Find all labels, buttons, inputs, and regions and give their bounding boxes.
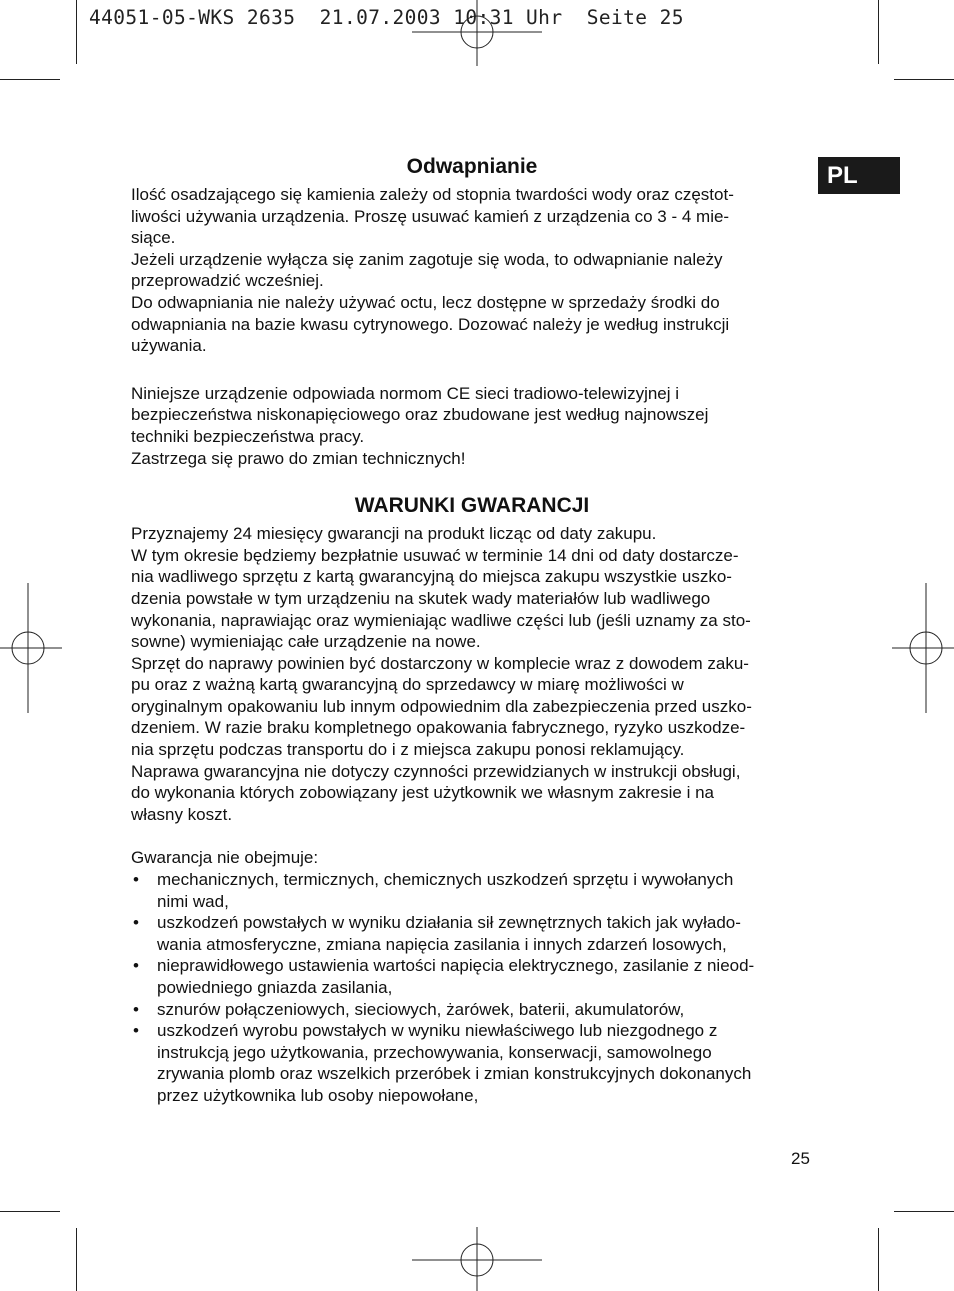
crop-mark	[76, 0, 77, 64]
list-item	[131, 955, 813, 998]
print-slug-line: 44051-05-WKS 2635 21.07.2003 10:31 Uhr Seite 25	[89, 6, 684, 29]
list-item-text: uszkodzeń powstałych w wyniku działania sił zewnętrznych takich jak wyłado- wania atmosferyczne, zmiana napięcia zasilania i innych zdarzeń losowych,	[157, 913, 741, 954]
registration-mark-icon	[412, 0, 542, 66]
bullet-icon: •	[133, 1021, 139, 1041]
list-item-text: uszkodzeń wyrobu powstałych w wyniku niewłaściwego lub niezgodnego z instrukcją jego użytkowania, przechowywania, konserwacji, samowolnego zrywania plomb oraz wszelkich przeróbek i zmian konstrukcyjnych dokonanych przez użytkownika lub osoby niepowołane,	[157, 1021, 752, 1105]
crop-mark	[0, 1211, 60, 1212]
list-item	[131, 999, 813, 1021]
crop-mark	[894, 79, 954, 80]
list-item-text: sznurów połączeniowych, sieciowych, żarówek, baterii, akumulatorów,	[157, 999, 685, 1019]
technical-changes-note: Zastrzega się prawo do zmian technicznych!	[131, 448, 466, 468]
paragraph: Sprzęt do naprawy powinien być dostarczony w komplecie wraz z dowodem zaku- pu oraz z ważną kartą gwarancyjną do sprzedawcy w miarę możliwości w oryginalnym opakowaniu lub innym odpowiednim dla zabezpieczenia przed uszko- dzeniem. W razie braku kompletnego opakowania fabrycznego, ryzyko uszkodze- nia sprzętu podczas transportu do i z miejsca zakupu ponosi reklamujący.	[131, 653, 752, 760]
paragraph: Do odwapniania nie należy używać octu, lecz dostępne w sprzedaży środki do odwapniania na bazie kwasu cytrynowego. Dozować należy je według instrukcji używania.	[131, 292, 730, 356]
exclusions-list	[131, 869, 813, 1107]
registration-mark-icon	[0, 583, 62, 713]
section-heading-descaling: Odwapnianie	[406, 155, 538, 178]
bullet-icon: •	[133, 956, 139, 976]
ce-compliance-paragraph: Niniejsze urządzenie odpowiada normom CE sieci tradiowo-telewizyjnej i bezpieczeństwa niskonapięciowego oraz zbudowane jest według najnowszej techniki bezpieczeństwa pracy.	[131, 383, 709, 446]
bullet-icon: •	[133, 913, 139, 933]
paragraph: Ilość osadzającego się kamienia zależy od stopnia twardości wody oraz częstot- liwości używania urządzenia. Proszę usuwać kamień z urządzenia co 3 - 4 mie- siące.	[131, 185, 734, 248]
list-item-text: nieprawidłowego ustawienia wartości napięcia elektrycznego, zasilanie z nieod- powiedniego gniazda zasilania,	[157, 956, 755, 997]
language-tab: PL	[818, 157, 900, 194]
paragraph: Jeżeli urządzenie wyłącza się zanim zagotuje się woda, to odwapnianie należy przeprowadzić wcześniej.	[131, 249, 723, 291]
page-content	[131, 150, 813, 1107]
exclusions-intro: Gwarancja nie obejmuje:	[131, 848, 319, 868]
bullet-icon: •	[133, 999, 139, 1019]
paragraph: Przyznajemy 24 miesięcy gwarancji na produkt licząc od daty zakupu.	[131, 524, 657, 544]
crop-mark	[0, 79, 60, 80]
registration-mark-icon	[412, 1227, 542, 1291]
paragraph: Naprawa gwarancyjna nie dotyczy czynności przewidzianych w instrukcji obsługi, do wykonania których zobowiązany jest użytkownik we własnym zakresie i na własny koszt.	[131, 761, 741, 824]
page-number: 25	[791, 1149, 810, 1168]
crop-mark	[878, 0, 879, 64]
list-item-text: mechanicznych, termicznych, chemicznych uszkodzeń sprzętu i wywołanych nimi wad,	[157, 870, 734, 911]
section-heading-warranty: WARUNKI GWARANCJI	[354, 494, 590, 518]
list-item	[131, 912, 813, 955]
paragraph: W tym okresie będziemy bezpłatnie usuwać w terminie 14 dni od daty dostarcze- nia wadliwego sprzętu z kartą gwarancyjną do miejsca zakupu wszystkie uszko- dzenia powstałe w tym urządzeniu na skutek wady materiałów lub wadliwego wykonania, naprawiając oraz wymieniając wadliwe części lub (jeśli uznamy za sto- sowne) wymieniając całe urządzenie na nowe.	[131, 545, 751, 652]
crop-mark	[878, 1228, 879, 1291]
crop-mark	[894, 1211, 954, 1212]
registration-mark-icon	[892, 583, 954, 713]
crop-mark	[76, 1228, 77, 1291]
list-item	[131, 1020, 813, 1106]
list-item	[131, 869, 813, 912]
bullet-icon: •	[133, 870, 139, 890]
